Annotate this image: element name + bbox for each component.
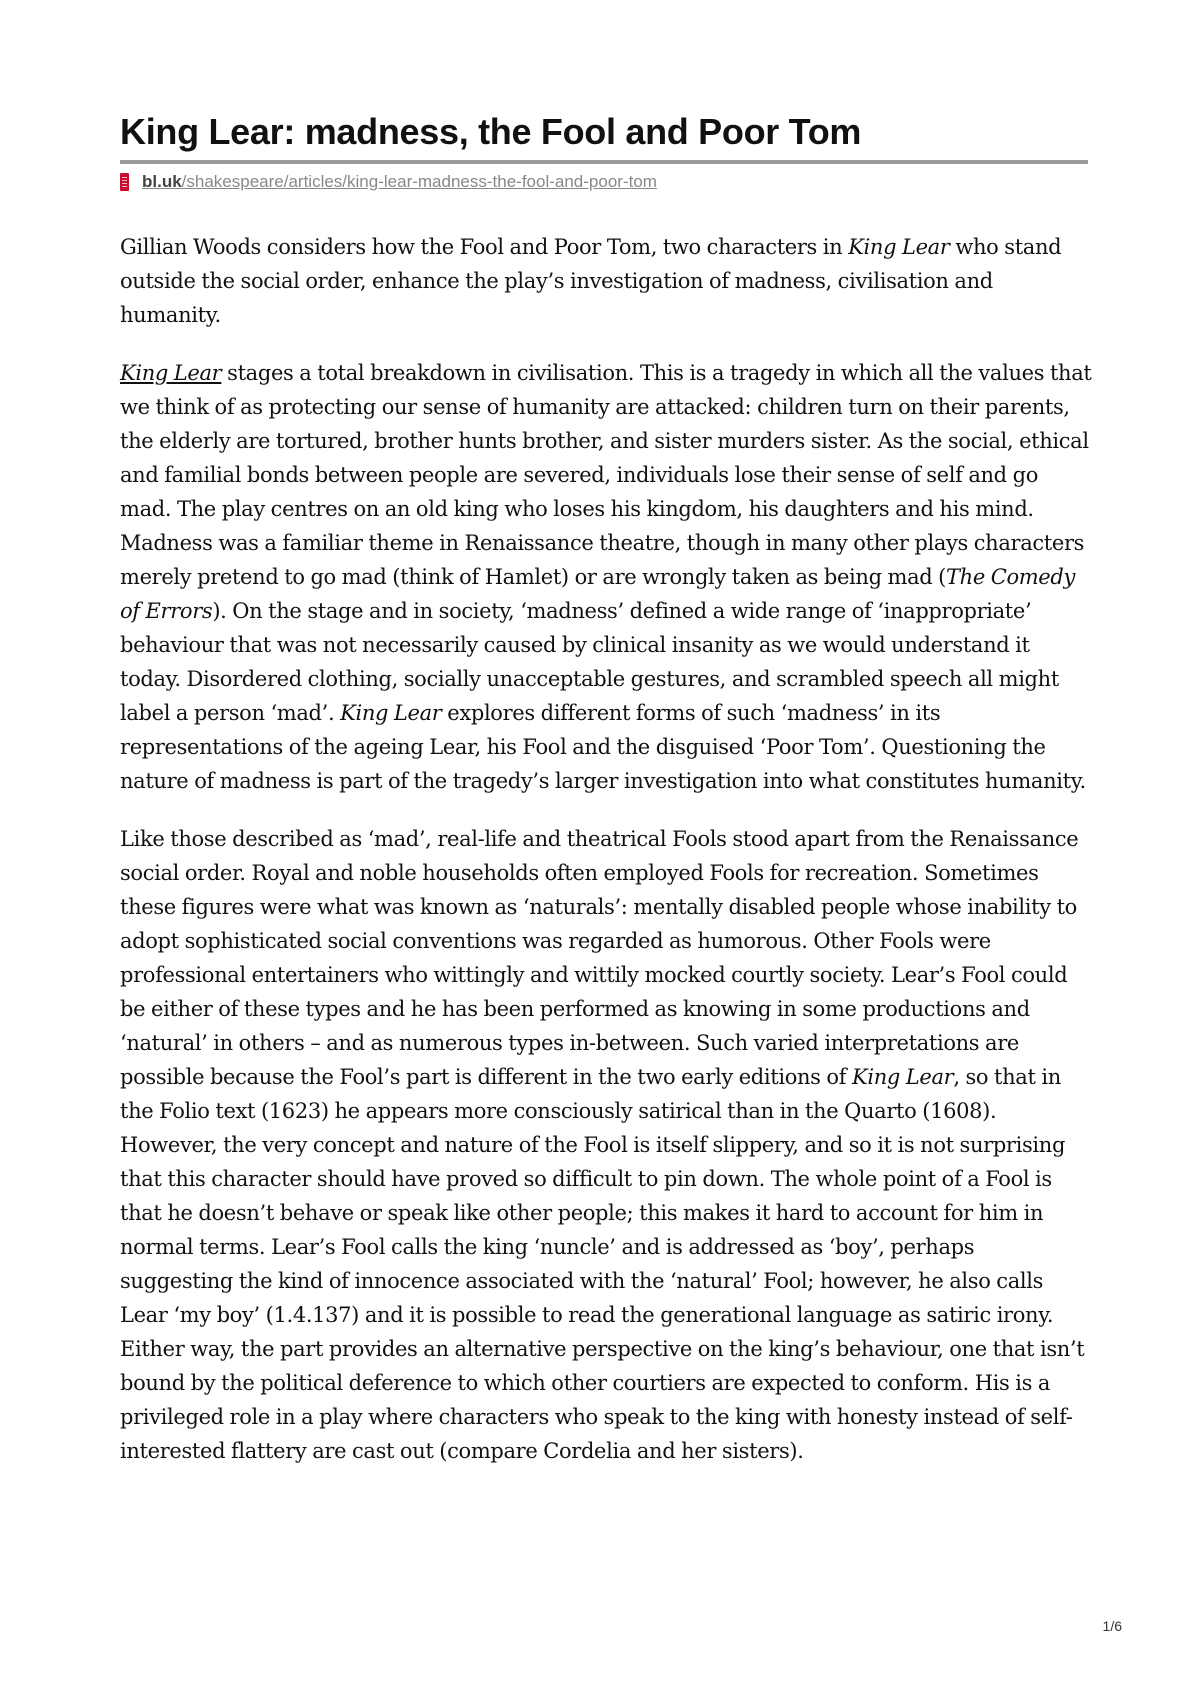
article-page xyxy=(120,110,1092,1492)
intro-play-title: King Lear xyxy=(848,235,950,259)
body-paragraph-1 xyxy=(120,356,1092,798)
intro-text-1: Gillian Woods considers how the Fool and Poor Tom, two characters in xyxy=(120,235,849,259)
para1-text-3: explores different forms of such ‘madness’ in its representations of the ageing Lear, his Fool and the disguised ‘Poor Tom’. Questioning the nature of madness is part of the tragedy’s larger investigation into what constitutes humanity. xyxy=(120,701,1086,793)
para2-text-1: Like those described as ‘mad’, real-life and theatrical Fools stood apart from the Renaissance social order. Royal and noble households often employed Fools for recreation. Sometimes these figures were what was known as ‘naturals’: mentally disabled people whose inability to adopt sophisticated social conventions was regarded as humorous. Other Fools were professional entertainers who wittingly and wittily mocked courtly society. Lear’s Fool could be either of these types and he has been performed as knowing in some productions and ‘natural’ in others – and as numerous types in-between. Such varied interpretations are possible because the Fool’s part is different in the two early editions of xyxy=(120,827,1079,1089)
source-domain: bl.uk xyxy=(142,172,182,191)
intro-paragraph xyxy=(120,230,1092,332)
british-library-favicon-icon xyxy=(120,173,129,191)
source-link-row xyxy=(120,170,1092,194)
para1-italic-1: The Comedy of Errors xyxy=(120,565,1075,623)
para2-text-2: , so that in the Folio text (1623) he appears more consciously satirical than in the Quarto (1608). However, the very concept and nature of the Fool is itself slippery, and so it is not surprising that this character should have proved so difficult to pin down. The whole point of a Fool is that he doesn’t behave or speak like other people; this makes it hard to account for him in normal terms. Lear’s Fool calls the king ‘nuncle’ and is addressed as ‘boy’, perhaps suggesting the kind of innocence associated with the ‘natural’ Fool; however, he also calls Lear ‘my boy’ (1.4.137) and it is possible to read the generational language as satiric irony. Either way, the part provides an alternative perspective on the king’s behaviour, one that isn’t bound by the political deference to which other courtiers are expected to conform. His is a privileged role in a play where characters who speak to the king with honesty instead of self-interested flattery are cast out (compare Cordelia and her sisters). xyxy=(120,1065,1085,1463)
king-lear-link[interactable]: King Lear xyxy=(120,361,222,385)
body-paragraph-2 xyxy=(120,822,1092,1468)
para1-text-1: stages a total breakdown in civilisation. This is a tragedy in which all the values that we think of as protecting our sense of humanity are attacked: children turn on their parents, the elderly are tortured, brother hunts brother, and sister murders sister. As the social, ethical and familial bonds between people are severed, individuals lose their sense of self and go mad. The play centres on an old king who loses his kingdom, his daughters and his mind. Madness was a familiar theme in Renaissance theatre, though in many other plays characters merely pretend to go mad (think of Hamlet) or are wrongly taken as being mad ( xyxy=(120,361,1092,589)
page-number: 1/6 xyxy=(1102,1618,1122,1634)
title-divider xyxy=(120,160,1088,164)
para1-text-2: ). On the stage and in society, ‘madness’ defined a wide range of ‘inappropriate’ behaviour that was not necessarily caused by clinical insanity as we would understand it today. Disordered clothing, socially unacceptable gestures, and scrambled speech all might label a person ‘mad’. xyxy=(120,599,1059,725)
intro-text-2: who stand outside the social order, enhance the play’s investigation of madness, civilisation and humanity. xyxy=(120,235,1062,327)
source-path: /shakespeare/articles/king-lear-madness-the-fool-and-poor-tom xyxy=(181,172,657,191)
article-title: King Lear: madness, the Fool and Poor Tom xyxy=(120,111,862,152)
source-url-link[interactable] xyxy=(142,172,657,192)
para2-italic-1: King Lear xyxy=(851,1065,954,1089)
para1-italic-2: King Lear xyxy=(340,701,442,725)
